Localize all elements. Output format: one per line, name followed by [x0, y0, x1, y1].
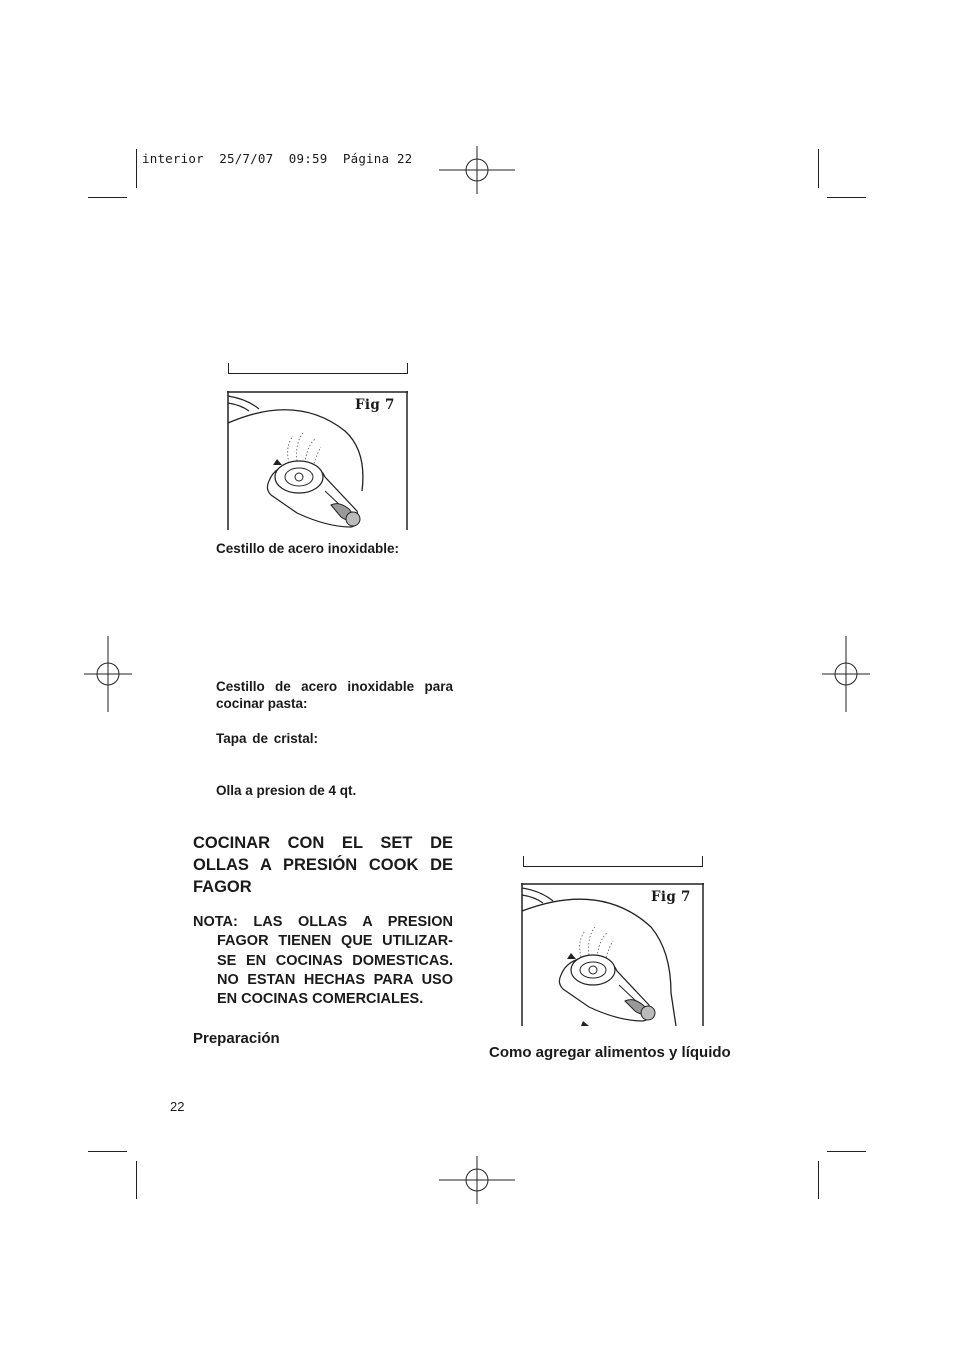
- section-note-first-line: NOTA: LAS OLLAS A PRESION: [193, 914, 453, 930]
- section-heading: COCINAR CON EL SET DE OLLAS A PRESIÓN COOK DE FAGOR: [193, 834, 453, 896]
- subheading-adding-food: Como agregar alimentos y líquido: [489, 1044, 731, 1061]
- page-number: 22: [170, 1099, 185, 1114]
- crop-mark-top-left-horizontal: [88, 197, 127, 198]
- figure-bottom-bracket: [523, 856, 703, 867]
- registration-mark-bottom: [439, 1142, 515, 1218]
- figure-top-bracket: [228, 363, 408, 374]
- crop-mark-top-right-horizontal: [827, 197, 866, 198]
- section-note: [193, 913, 453, 1009]
- crop-mark-bottom-right-vertical: [818, 1161, 819, 1199]
- figure-top-label: Fig 7: [355, 397, 395, 413]
- crop-mark-bottom-left-vertical: [136, 1161, 137, 1199]
- figure-bottom-pressure-valve: [521, 883, 704, 1026]
- crop-mark-bottom-left-horizontal: [88, 1151, 127, 1152]
- section-note-body: FAGOR TIENEN QUE UTILIZAR-SE EN COCINAS DOMESTICAS. NO ESTAN HECHAS PARA USO EN COCINAS COMERCIALES.: [217, 933, 453, 1008]
- crop-mark-top-left-vertical: [136, 149, 137, 188]
- caption-glass-lid: Tapa de cristal:: [216, 731, 319, 746]
- registration-mark-left: [70, 636, 146, 712]
- caption-pressure-cooker: Olla a presion de 4 qt.: [216, 783, 357, 798]
- figure-top-pressure-valve: [227, 391, 408, 530]
- crop-mark-top-right-vertical: [818, 149, 819, 188]
- registration-mark-top: [439, 132, 515, 208]
- print-slug: interior 25/7/07 09:59 Página 22: [142, 151, 413, 166]
- subheading-preparation: Preparación: [193, 1030, 280, 1047]
- caption-pasta-basket: Cestillo de acero inoxidable para cocinar pasta:: [216, 679, 453, 711]
- caption-stainless-basket: Cestillo de acero inoxidable:: [216, 541, 400, 556]
- figure-bottom-label: Fig 7: [651, 889, 691, 905]
- crop-mark-bottom-right-horizontal: [827, 1151, 866, 1152]
- registration-mark-right: [808, 636, 884, 712]
